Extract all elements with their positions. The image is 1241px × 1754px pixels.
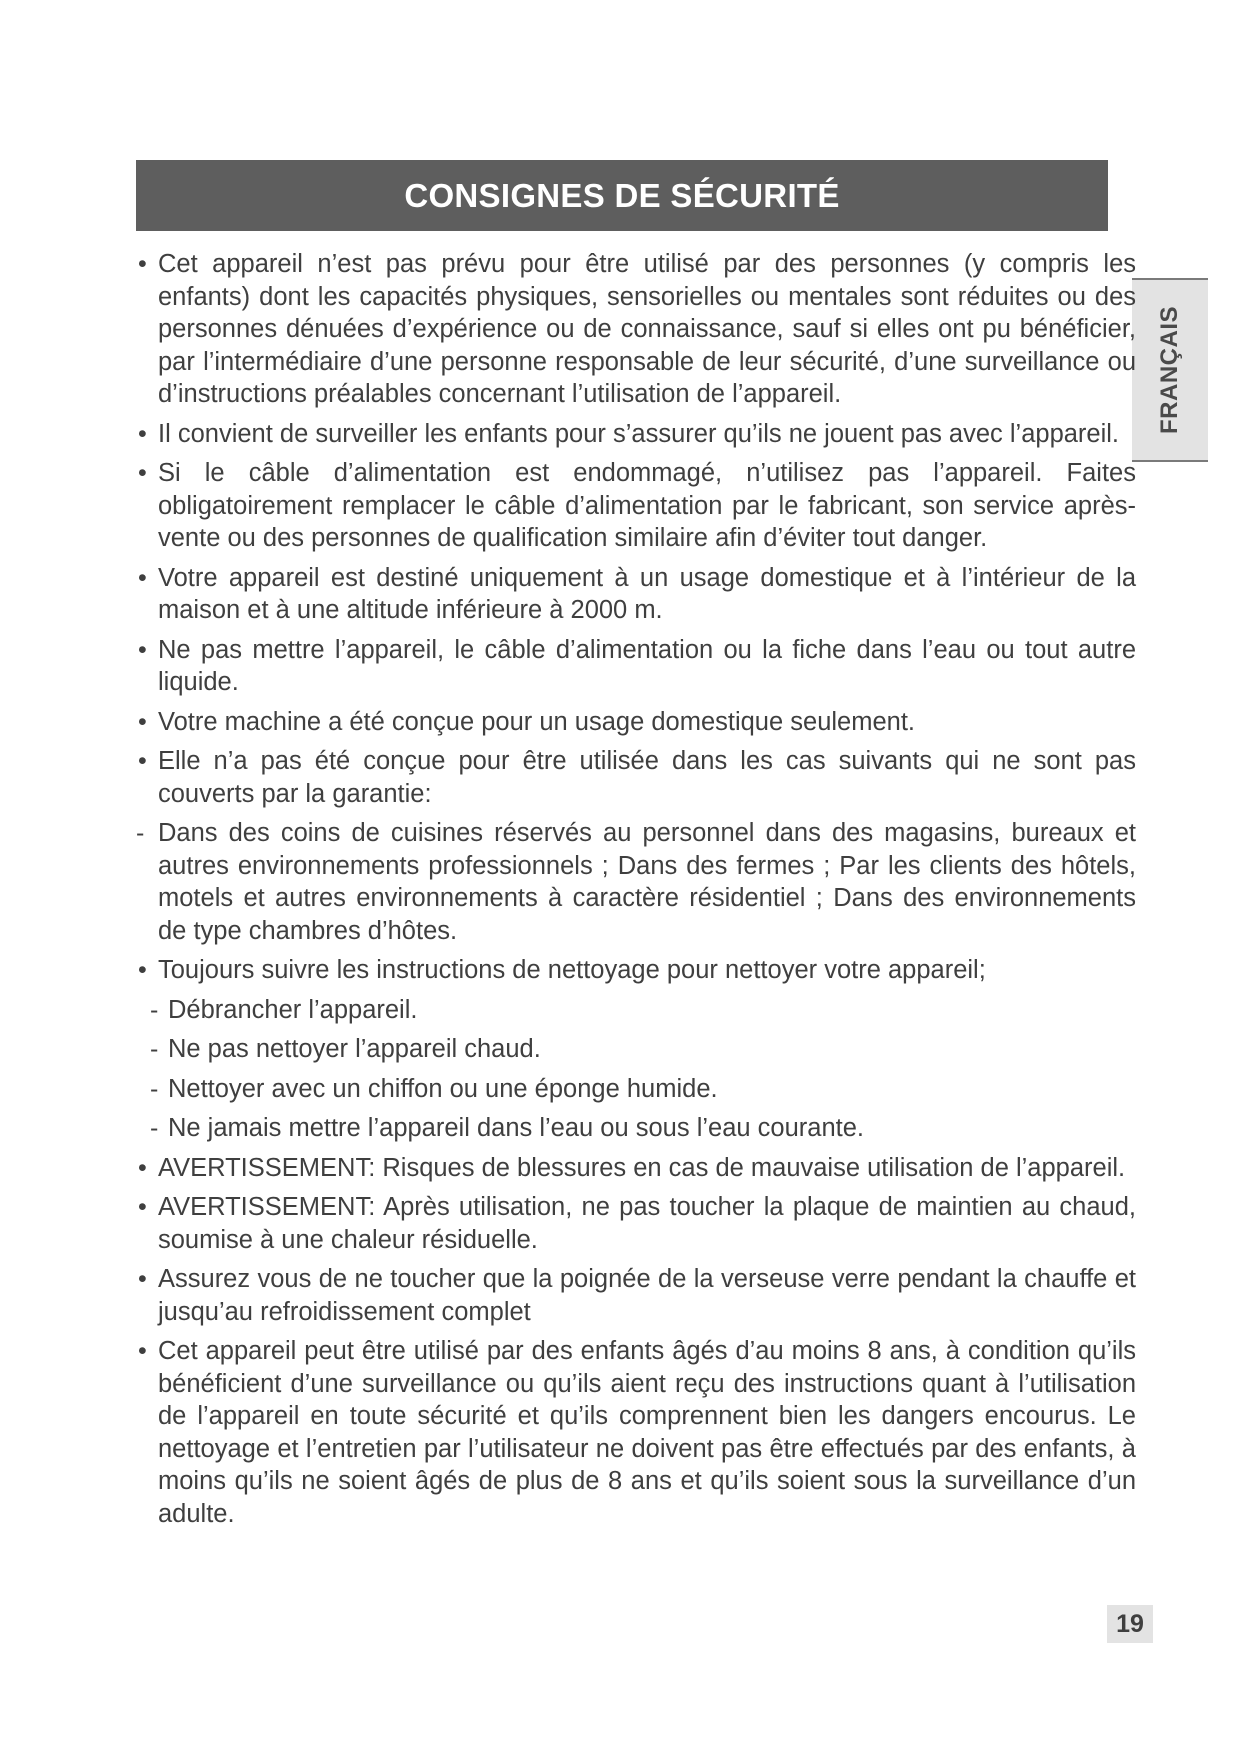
list-item-text: Votre appareil est destiné uniquement à un usage domestique et à l’intérieur de la maison et à une altitude inférieure à 2000 m.: [158, 563, 1136, 624]
list-item-text: Débrancher l’appareil.: [168, 995, 418, 1024]
list-item: [136, 634, 1136, 699]
list-item: [136, 954, 1136, 987]
bullet-marker: •: [138, 1337, 147, 1365]
list-item: [136, 562, 1136, 627]
list-item-text: Si le câble d’alimentation est endommagé, n’utilisez pas l’appareil. Faites obligatoirement remplacer le câble d’alimentation par le fabricant, son service après-vente ou des personnes de qualification similaire afin d’éviter tout danger.: [158, 459, 1136, 552]
section-header: [136, 160, 1108, 231]
list-item: [136, 1191, 1136, 1256]
bullet-marker: •: [138, 1193, 147, 1221]
bullet-marker: •: [138, 459, 147, 487]
bullet-marker: •: [138, 747, 147, 775]
list-item: [136, 1263, 1136, 1328]
page-number: 19: [1107, 1605, 1153, 1643]
list-item: [136, 706, 1136, 739]
sub-list-item: [136, 1112, 1136, 1145]
bullet-marker: •: [138, 707, 147, 736]
list-item: [136, 248, 1136, 411]
list-item-text: Cet appareil peut être utilisé par des enfants âgés d’au moins 8 ans, à condition qu’ils bénéficient d’une surveillance ou qu’ils aient reçu des instructions quant à l’utilisation de l’appareil en toute sécurité et qu’ils comprennent bien les dangers encourus. Le nettoyage et l’entretien par l’utilisateur ne doivent pas être effectués par des enfants, à moins qu’ils ne soient âgés de plus de 8 ans et qu’ils soient sous la surveillance d’un adulte.: [158, 1337, 1136, 1528]
section-title: CONSIGNES DE SÉCURITÉ: [404, 176, 840, 214]
list-item: [136, 745, 1136, 810]
list-item-text: AVERTISSEMENT: Risques de blessures en cas de mauvaise utilisation de l’appareil.: [158, 1153, 1126, 1182]
sub-list-item: [136, 1033, 1136, 1066]
list-item: [136, 817, 1136, 947]
safety-instructions-list: [136, 248, 1136, 1537]
language-label: FRANÇAIS: [1156, 306, 1183, 434]
sub-list-item: [136, 994, 1136, 1027]
bullet-marker: •: [138, 1265, 147, 1293]
list-item-text: Toujours suivre les instructions de nettoyage pour nettoyer votre appareil;: [158, 956, 986, 984]
bullet-marker: •: [138, 250, 147, 278]
list-item-text: Ne jamais mettre l’appareil dans l’eau ou sous l’eau courante.: [168, 1114, 864, 1142]
list-item: [136, 457, 1136, 555]
list-item-text: Il convient de surveiller les enfants pour s’assurer qu’ils ne jouent pas avec l’appareil.: [158, 419, 1120, 448]
list-item-text: Nettoyer avec un chiffon ou une éponge humide.: [168, 1074, 718, 1103]
bullet-marker: •: [138, 956, 147, 984]
bullet-marker: •: [138, 563, 147, 592]
list-item: [136, 1335, 1136, 1530]
dash-marker: -: [150, 1074, 159, 1103]
list-item-text: Ne pas nettoyer l’appareil chaud.: [168, 1035, 541, 1063]
dash-marker: -: [136, 819, 145, 847]
list-item-text: Cet appareil n’est pas prévu pour être utilisé par des personnes (y compris les enfants) dont les capacités physiques, sensorielles ou mentales sont réduites ou des personnes dénuées d’expérience ou de connaissance, sauf si elles ont pu bénéficier, par l’intermédiaire d’une personne responsable de leur sécurité, d’une surveillance ou d’instructions préalables concernant l’utilisation de l’appareil.: [158, 250, 1136, 408]
dash-marker: -: [150, 995, 159, 1024]
bullet-marker: •: [138, 635, 147, 664]
list-item: [136, 1152, 1136, 1185]
list-item-text: Ne pas mettre l’appareil, le câble d’alimentation ou la fiche dans l’eau ou tout autre liquide.: [158, 635, 1136, 696]
list-item-text: Votre machine a été conçue pour un usage domestique seulement.: [158, 707, 915, 736]
bullet-marker: •: [138, 419, 147, 448]
dash-marker: -: [150, 1035, 159, 1063]
dash-marker: -: [150, 1114, 159, 1142]
sub-list-item: [136, 1073, 1136, 1106]
language-tab: [1132, 278, 1208, 462]
bullet-marker: •: [138, 1153, 147, 1182]
list-item: [136, 418, 1136, 451]
list-item-text: Elle n’a pas été conçue pour être utilisée dans les cas suivants qui ne sont pas couverts par la garantie:: [158, 747, 1136, 808]
list-item-text: Assurez vous de ne toucher que la poignée de la verseuse verre pendant la chauffe et jusqu’au refroidissement complet: [158, 1265, 1136, 1326]
list-item-text: AVERTISSEMENT: Après utilisation, ne pas toucher la plaque de maintien au chaud, soumise à une chaleur résiduelle.: [158, 1193, 1136, 1254]
list-item-text: Dans des coins de cuisines réservés au personnel dans des magasins, bureaux et autres environnements professionnels ; Dans des fermes ; Par les clients des hôtels, motels et autres environnements à caractère résidentiel ; Dans des environnements de type chambres d’hôtes.: [158, 819, 1136, 945]
